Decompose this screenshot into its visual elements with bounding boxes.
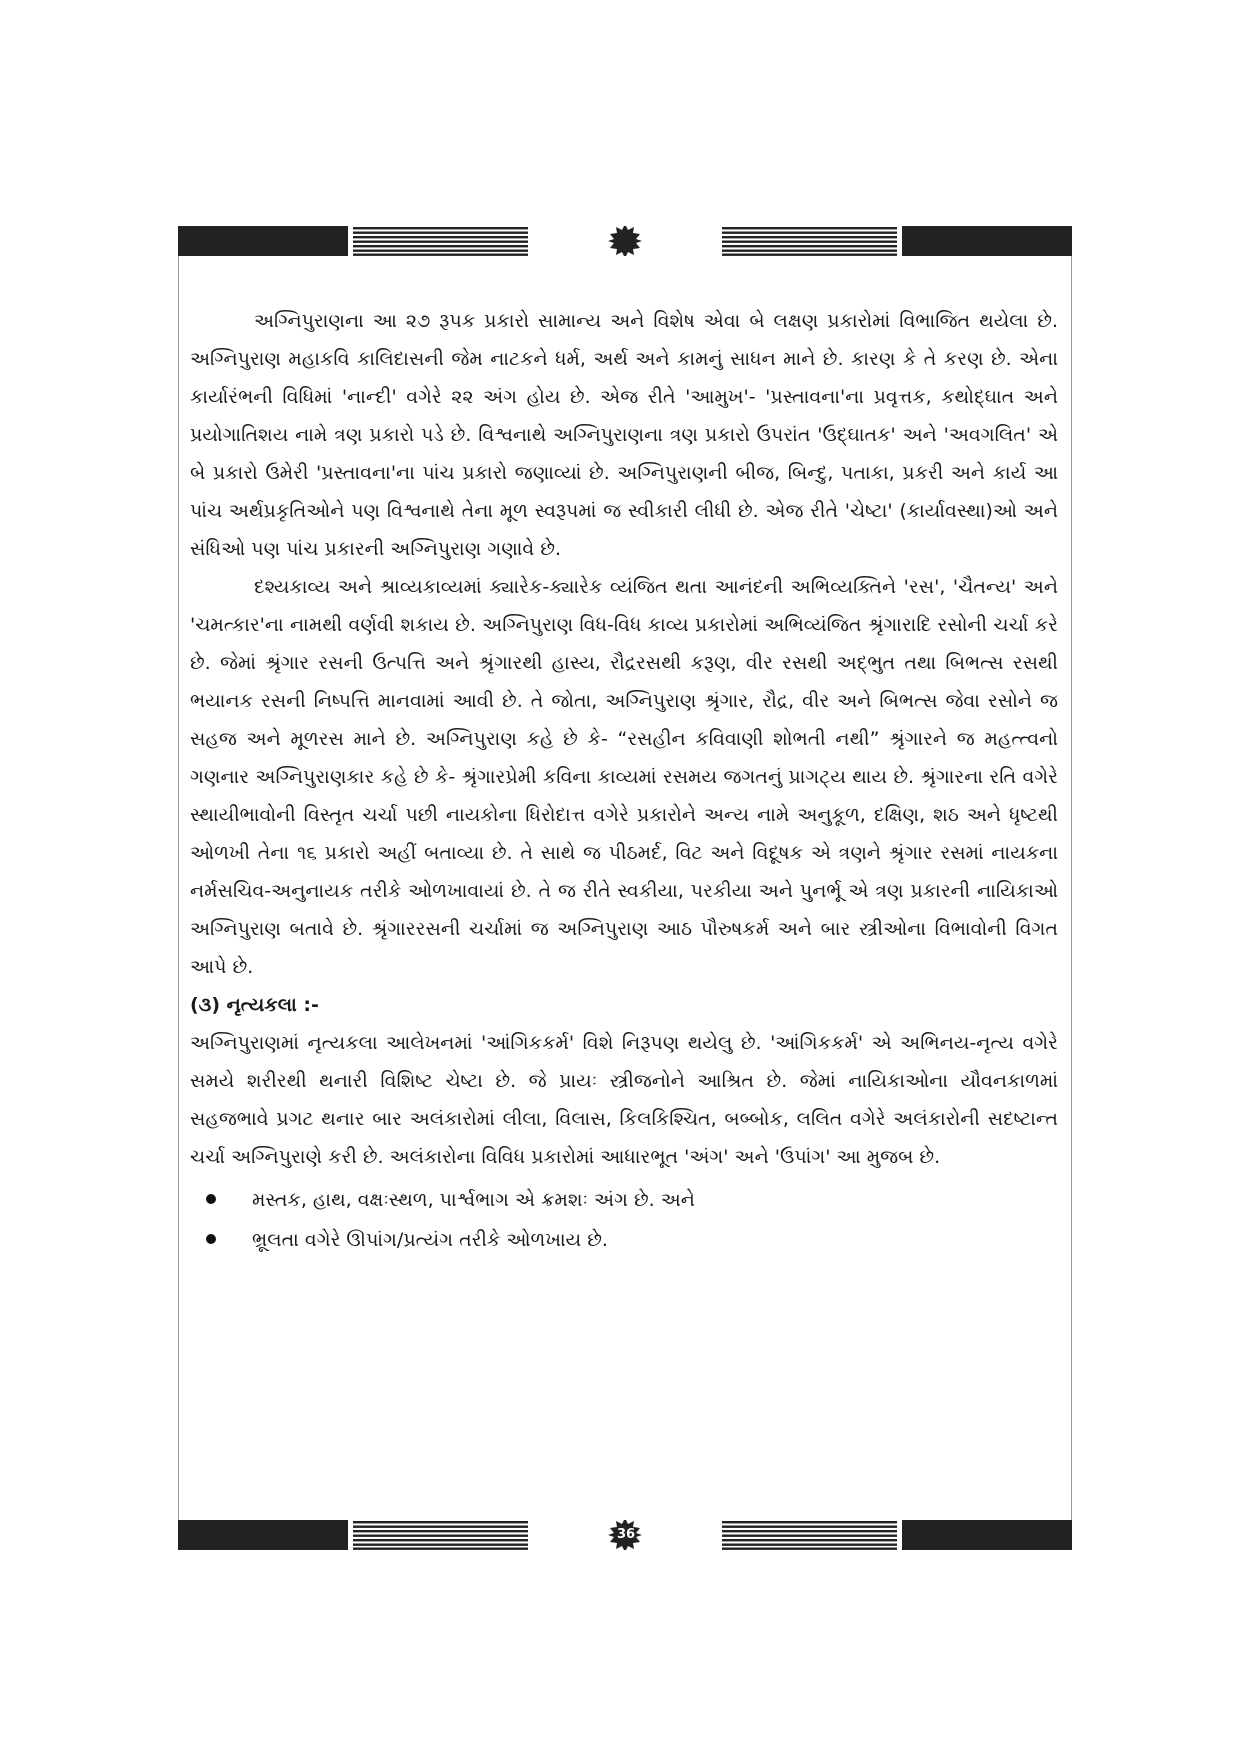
section-heading: (૩) નૃત્યકલા :-: [190, 994, 319, 1016]
body-paragraph: દશ્યકાવ્ય અને શ્રાવ્યકાવ્યમાં ક્યારેક-ક્યારેક વ્યંજિત થતા આનંદની અભિવ્યક્તિને 'રસ', 'ચૈતન્ય' અને 'ચમત્કાર'ના નામથી વર્ણવી શકાય છે. અગ્નિપુરાણ વિધ-વિધ કાવ્ય પ્રકારોમાં અભિવ્યંજિત શ્રૃંગારાદિ રસોની ચર્ચા કરે છે. જેમાં શ્રૃંગાર રસની ઉત્પત્તિ અને શ્રૃંગારથી હાસ્ય, રૌદ્રરસથી કરૂણ, વીર રસથી અદ્ભુત તથા બિભત્સ રસથી ભયાનક રસની નિષ્પત્તિ માનવામાં આવી છે. તે જોતા, અગ્નિપુરાણ શ્રૃંગાર, રૌદ્ર, વીર અને બિભત્સ જેવા રસોને જ સહજ અને મૂળરસ માને છે. અગ્નિપુરાણ કહે છે કે- “રસહીન કવિવાણી શોભતી નથી” શ્રૃંગારને જ મહત્ત્વનો ગણનાર અગ્નિપુરાણકાર કહે છે કે- શ્રૃંગારપ્રેમી કવિના કાવ્યમાં રસમય જગતનું પ્રાગટ્ય થાય છે. શ્રૃંગારના રતિ વગેરે સ્થાયીભાવોની વિસ્તૃત ચર્ચા પછી નાયકોના ધિરોદાત્ત વગેરે પ્રકારોને અન્ય નામે અનુકૂળ, દક્ષિણ, શઠ અને ધૃષ્ટથી ઓળખી તેના ૧૬ પ્રકારો અહીં બતાવ્યા છે. તે સાથે જ પીઠમર્દ, વિટ અને વિદૂષક એ ત્રણને શ્રૃંગાર રસમાં નાયકના નર્મસચિવ-અનુનાયક તરીકે ઓળખાવાયાં છે. તે જ રીતે સ્વકીયા, પરકીયા અને પુનર્ભૂ એ ત્રણ પ્રકારની નાયિકાઓ અગ્નિપુરાણ બતાવે છે. શ્રૃંગારરસની ચર્ચામાં જ અગ્નિપુરાણ આઠ પૌરુષકર્મ અને બાર સ્ત્રીઓના વિભાવોની વિગત આપે છે.: [190, 576, 1058, 978]
bullet-text: મસ્તક, હાથ, વક્ષઃસ્થળ, પાર્શ્વભાગ એ ક્રમશઃ અંગ છે. અને: [252, 1189, 695, 1211]
document-body: [190, 302, 1058, 1260]
bullet-dot-icon: [206, 1194, 216, 1204]
bullet-text: ભ્રૂલતા વગેરે ઊપાંગ/પ્રત્યંગ તરીકે ઓળખાય છે.: [252, 1229, 608, 1251]
bullet-dot-icon: [206, 1234, 216, 1244]
bullet-item: [190, 1220, 1058, 1260]
bullet-item: [190, 1180, 1058, 1220]
bullet-list: [190, 1180, 1058, 1260]
header-ornament-band: [178, 226, 1072, 256]
page-number-badge: [611, 1520, 641, 1550]
body-paragraph: અગ્નિપુરાણના આ ૨૭ રૂપક પ્રકારો સામાન્ય અને વિશેષ એવા બે લક્ષણ પ્રકારોમાં વિભાજિત થયેલા છે. અગ્નિપુરાણ મહાકવિ કાલિદાસની જેમ નાટકને ધર્મ, અર્થ અને કામનું સાધન માને છે. કારણ કે તે કરણ છે. એના કાર્યારંભની વિધિમાં 'નાન્દી' વગેરે ૨૨ અંગ હોય છે. એજ રીતે 'આમુખ'- 'પ્રસ્તાવના'ના પ્રવૃત્તક, કથોદ્ઘાત અને પ્રયોગાતિશય નામે ત્રણ પ્રકારો પડે છે. વિશ્વનાથે અગ્નિપુરાણના ત્રણ પ્રકારો ઉપરાંત 'ઉદ્ઘાતક' અને 'અવગલિત' એ બે પ્રકારો ઉમેરી 'પ્રસ્તાવના'ના પાંચ પ્રકારો જણાવ્યાં છે. અગ્નિપુરાણની બીજ, બિન્દુ, પતાકા, પ્રકરી અને કાર્ય આ પાંચ અર્થપ્રકૃતિઓને પણ વિશ્વનાથે તેના મૂળ સ્વરૂપમાં જ સ્વીકારી લીધી છે. એજ રીતે 'ચેષ્ટા' (કાર્યાવસ્થા)ઓ અને સંધિઓ પણ પાંચ પ્રકારની અગ્નિપુરાણ ગણાવે છે.: [190, 310, 1058, 560]
page-number: 36: [616, 1527, 636, 1542]
section-paragraph: અગ્નિપુરાણમાં નૃત્યકલા આલેખનમાં 'આંગિકકર્મ' વિશે નિરૂપણ થયેલુ છે. 'આંગિકકર્મ' એ અભિનય-નૃત્ય વગેરે સમયે શરીરથી થનારી વિશિષ્ટ ચેષ્ટા છે. જે પ્રાયઃ સ્ત્રીજનોને આશ્રિત છે. જેમાં નાયિકાઓના યૌવનકાળમાં સહજભાવે પ્રગટ થનાર બાર અલંકારોમાં લીલા, વિલાસ, કિલકિશ્ચિત, બબ્બોક, લલિત વગેરે અલંકારોની સદષ્ટાન્ત ચર્ચા અગ્નિપુરાણે કરી છે. અલંકારોના વિવિધ પ્રકારોમાં આધારભૂત 'અંગ' અને 'ઉપાંગ' આ મુજબ છે.: [190, 1032, 1058, 1168]
